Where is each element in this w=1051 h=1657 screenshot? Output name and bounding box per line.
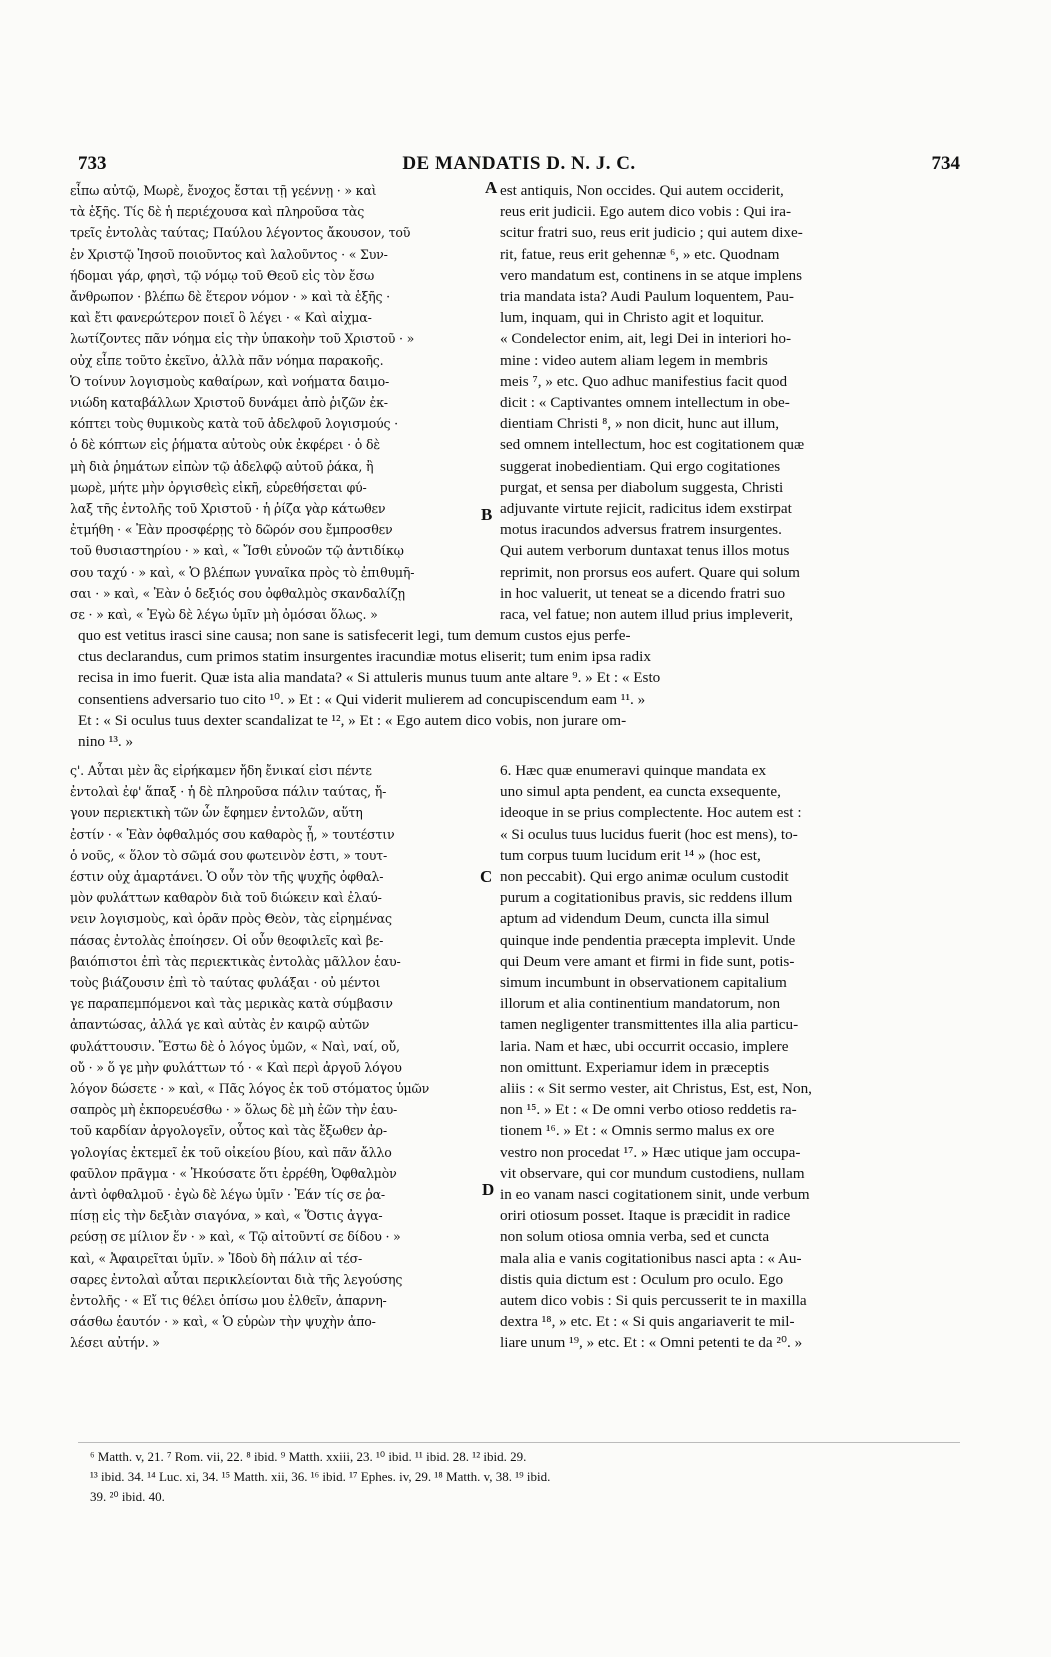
page-number-right: 734 [931, 153, 960, 174]
latin-full-width-paragraph: quo est vetitus irasci sine causa; non sane is satisfecerit legi, tum demum custos ejus perfe- ctus declarandus, cum primos statim insurgentes iracundiæ motus eliserit; tum enim ipsa radix recisa in imo fuerit. Quæ ista alia mandata? « Si attuleris munus tuum ante altare ⁹. » Et : « Esto consentiens adversario tuo cito ¹⁰. » Et : « Qui viderit mulierem ad concupiscendum eam ¹¹. » Et : « Si oculus tuus dexter scandalizat te ¹², » Et : « Ego autem dico vobis, non jurare om- nino ¹³. » [78, 627, 661, 751]
margin-marker-a: A [485, 178, 498, 197]
margin-marker-c: C [480, 867, 493, 886]
margin-marker-b: B [481, 505, 493, 524]
greek-column-top: εἶπω αὐτῷ, Μωρὲ, ἔνοχος ἔσται τῇ γεέννῃ · » καὶ τὰ ἑξῆς. Τίς δὲ ἡ περιέχουσα καὶ πληροῦσα τὰς τρεῖς ἐντολὰς ταύτας; Παύλου λέγοντος ἄκουσον, τοῦ ἐν Χριστῷ Ἰησοῦ ποιοῦντος καὶ λαλοῦντος · « Συν- ήδομαι γάρ, φησὶ, τῷ νόμῳ τοῦ Θεοῦ εἰς τὸν ἔσω ἄνθρωπον · βλέπω δὲ ἕτερον νόμον · » καὶ τὰ ἑξῆς · καὶ ἔτι φανερώτερον ποιεῖ ὃ λέγει · « Καὶ αἰχμα- λωτίζοντες πᾶν νόημα εἰς τὴν ὑπακοὴν τοῦ Χριστοῦ · » οὐχ εἶπε τοῦτο ἐκεῖνο, ἀλλὰ πᾶν νόημα παρακοῆς. Ὁ τοίνυν λογισμοὺς καθαίρων, καὶ νοήματα δαιμο- νιώδη καταβάλλων Χριστοῦ δυνάμει ἀπὸ ῥιζῶν ἐκ- κόπτει τοὺς θυμικοὺς κατὰ τοῦ ἀδελφοῦ λογισμούς · ὁ δὲ κόπτων εἰς ῥήματα αὐτοὺς οὐκ ἐκφέρει · ὁ δὲ μὴ διὰ ῥημάτων εἰπὼν τῷ ἀδελφῷ αὐτοῦ ῥάκα, ἢ μωρὲ, μήτε μὴν ὀργισθεὶς εἰκῆ, εὑρεθήσεται φύ- λαξ τῆς ἐντολῆς τοῦ Χριστοῦ · ἡ ῥίζα γὰρ κάτωθεν ἐτμήθη · « Ἐὰν προσφέρῃς τὸ δῶρόν σου ἔμπροσθεν τοῦ θυσιαστηρίου · » καὶ, « Ἴσθι εὐνοῶν τῷ ἀντιδίκῳ σου ταχύ · » καὶ, « Ὁ βλέπων γυναῖκα πρὸς τὸ ἐπιθυμῆ- σαι · » καὶ, « Ἐὰν ὁ δεξιός σου ὀφθαλμὸς σκανδαλίζῃ σε · » καὶ, « Ἐγὼ δὲ λέγω ὑμῖν μὴ ὀμόσαι ὅλως. » [70, 183, 415, 623]
greek-column-bottom: ς'. Αὗται μὲν ἃς εἰρήκαμεν ἤδη ἔνικαί εἰσι πέντε ἐντολαὶ ἐφ' ἅπαξ · ἡ δὲ πληροῦσα πάλιν ταύτας, ἤ- γουν περιεκτικὴ τῶν ὧν ἔφημεν ἐντολῶν, αὕτη ἐστίν · « Ἐὰν ὀφθαλμός σου καθαρὸς ᾖ, » τουτέστιν ὁ νοῦς, « ὅλον τὸ σῶμά σου φωτεινὸν ἐστι, » τουτ- έστιν οὐχ ἁμαρτάνει. Ὁ οὖν τὸν τῆς ψυχῆς ὀφθαλ- μὸν φυλάττων καθαρὸν διὰ τοῦ διώκειν καὶ ἐλαύ- νειν λογισμοὺς, καὶ ὁρᾶν πρὸς Θεὸν, τὰς εἰρημένας πάσας ἐντολὰς ἐποίησεν. Οἱ οὖν θεοφιλεῖς καὶ βε- βαιόπιστοι ἐπὶ τὰς περιεκτικὰς ἐντολὰς μᾶλλον ἑαυ- τοὺς βιάζουσιν ἐπὶ τὸ ταύτας φυλάξαι · οὐ μέντοι γε παραπεμπόμενοι καὶ τὰς μερικὰς κατὰ σύμβασιν ἀπαντώσας, ἀλλά γε καὶ αὐτὰς ἐν καιρῷ αὐτῶν φυλάττουσιν. Ἔστω δὲ ὁ λόγος ὑμῶν, « Ναὶ, ναί, οὔ, οὔ · » ὅ γε μὴν φυλάττων τό · « Καὶ περὶ ἀργοῦ λόγου λόγον δώσετε · » καὶ, « Πᾶς λόγος ἐκ τοῦ στόματος ὑμῶν σαπρὸς μὴ ἐκπορευέσθω · » ὅλως δὲ μὴ ἐῶν τὴν ἑαυ- τοῦ καρδίαν ἀργολογεῖν, οὗτος καὶ τὰς ἔξωθεν ἀρ- γολογίας ἐκτεμεῖ ἐκ τοῦ οἰκείου βίου, καὶ πᾶν ἄλλο φαῦλον πρᾶγμα · « Ἠκούσατε ὅτι ἐρρέθη, Ὀφθαλμὸν ἀντὶ ὀφθαλμοῦ · ἐγὼ δὲ λέγω ὑμῖν · Ἐάν τίς σε ῥα- πίσῃ εἰς τὴν δεξιὰν σιαγόνα, » καὶ, « Ὅστις ἀγγα- ρεύσῃ σε μίλιον ἕν · » καὶ, « Τῷ αἰτοῦντί σε δίδου · » καὶ, « Ἀφαιρεῖται ὑμῖν. » Ἰδοὺ δὴ πάλιν αἱ τέσ- σαρες ἐντολαὶ αὗται περικλείονται διὰ τῆς λεγούσης ἐντολῆς · « Εἴ τις θέλει ὀπίσω μου ἐλθεῖν, ἀπαρνη- σάσθω ἑαυτόν · » καὶ, « Ὁ εὑρὼν τὴν ψυχὴν ἀπο- λέσει αὐτήν. » [70, 763, 430, 1351]
margin-marker-d: D [482, 1180, 495, 1199]
footnotes: ⁶ Matth. v, 21. ⁷ Rom. vii, 22. ⁸ ibid. ⁹ Matth. xxiii, 23. ¹⁰ ibid. ¹¹ ibid. 28. ¹² ibid. 29. ¹³ ibid. 34. ¹⁴ Luc. xi, 34. ¹⁵ Matth. xii, 36. ¹⁶ ibid. ¹⁷ Ephes. iv, 29. ¹⁸ Matth. v, 38. ¹⁹ ibid. 39. ²⁰ ibid. 40. [90, 1449, 551, 1504]
running-header [78, 153, 960, 179]
page-number-left: 733 [78, 153, 107, 174]
footnote-rule [78, 1442, 960, 1443]
latin-column-bottom: 6. Hæc quæ enumeravi quinque mandata ex uno simul apta pendent, ea cuncta exsequente, ideoque in se prius complectente. Hoc autem est : « Si oculus tuus lucidus fuerit (hoc est mens), to- tum corpus tuum lucidum erit ¹⁴ » (hoc est, non peccabit). Qui ergo animæ oculum custodit purum a cogitationibus pravis, sic reddens illum aptum ad videndum Deum, cuncta illa simul quinque inde pendentia præcepta implevit. Unde qui Deum vere amant et firmi in fide sunt, potis- simum incumbunt in observationem capitalium illorum et alia continentium mandatorum, non tamen negligenter transmittentes illa alia particu- laria. Nam et hæc, ubi occurrit occasio, implere non omittunt. Experiamur idem in præceptis aliis : « Sit sermo vester, ait Christus, Est, est, Non, non ¹⁵. » Et : « De omni verbo otioso reddetis ra- tionem ¹⁶. » Et : « Omnis sermo malus ex ore vestro non procedat ¹⁷. » Hæc utique jam occupa- vit observare, qui cor mundum custodiens, nullam in eo vanam nasci cogitationem sinit, unde verbum oriri otiosum posset. Itaque is præcidit in radice non solum otiosa omnia verba, sed et cuncta mala alia e vanis cogitationibus nasci apta : « Au- distis quia dictum est : Oculum pro oculo. Ego autem dico vobis : Si quis percusserit te in maxilla dextra ¹⁸, » etc. Et : « Si quis angariaverit te mil- liare unum ¹⁹, » etc. Et : « Omni petenti te da ²⁰. » [500, 762, 812, 1352]
latin-column-top: est antiquis, Non occides. Qui autem occiderit, reus erit judicii. Ego autem dico vobis : Qui ira- scitur fratri suo, reus erit judicio ; qui autem dixe- rit, fatue, reus erit gehennæ ⁶, » etc. Quodnam vero mandatum est, continens in se atque implens tria mandata ista? Audi Paulum loquentem, Pau- lum, inquam, qui in Christo agit et loquitur. « Condelector enim, ait, legi Dei in interiori ho- mine : video autem aliam legem in membris meis ⁷, » etc. Quo adhuc manifestius facit quod dicit : « Captivantes omnem intellectum in obe- dientiam Christi ⁸, » non dicit, hunc aut illum, sed omnem intellectum, hoc est cogitationem quæ suggerat inobedientiam. Qui ergo cogitationes purgat, et sensa per diabolum suggesta, Christi adjuvante virtute rejicit, radicitus idem exstirpat motus iracundos adversus fratrem insurgentes. Qui autem verborum duntaxat tenus illos motus reprimit, non prorsus eos aufert. Quare qui solum in hoc valuerit, ut teneat se a dicendo fratri suo raca, vel fatue; non autem illud prius impleverit, [500, 182, 805, 624]
running-title: DE MANDATIS D. N. J. C. [402, 153, 636, 174]
